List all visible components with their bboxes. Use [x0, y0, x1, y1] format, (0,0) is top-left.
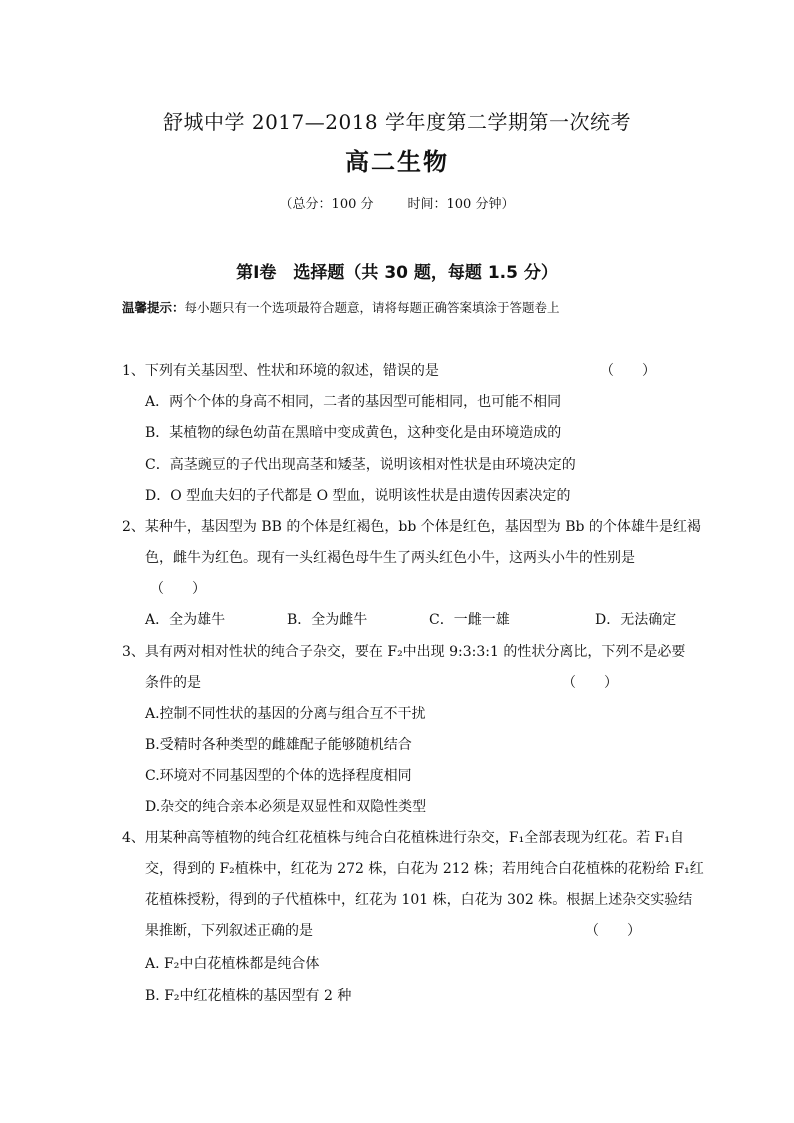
tip-label: 温馨提示：	[122, 300, 185, 315]
question-4-stem-line1: 4、用某种高等植物的纯合红花植株与纯合白花植株进行杂交，F₁全部表现为红花。若 F₁自	[122, 830, 685, 846]
exam-title: 舒城中学 2017—2018 学年度第二学期第一次统考	[162, 110, 631, 134]
question-2-stem-line1: 2、某种牛，基因型为 BB 的个体是红褐色，bb 个体是红色，基因型为 Bb 的个体雄牛是红褐	[122, 519, 701, 535]
question-1-answer-paren: （ ）	[600, 363, 656, 379]
subject-title: 高二生物	[345, 147, 449, 176]
question-4-stem-line2: 交，得到的 F₂植株中，红花为 272 株，白花为 212 株；若用纯合白花植株的花粉给 F₁红	[145, 861, 704, 877]
section-title: 第Ⅰ卷 选择题（共 30 题，每题 1.5 分）	[236, 263, 558, 283]
question-3-option-b: B.受精时各种类型的雌雄配子能够随机结合	[145, 737, 412, 753]
question-2-option-c: C．一雌一雄	[429, 612, 510, 628]
question-4-stem-line3: 花植株授粉，得到的子代植株中，红花为 101 株，白花为 302 株。根据上述杂交实验结	[145, 892, 693, 908]
tip-text: 每小题只有一个选项最符合题意，请将每题正确答案填涂于答题卷上	[184, 300, 560, 315]
question-1-option-a: A．两个个体的身高不相同，二者的基因型可能相同，也可能不相同	[145, 394, 562, 410]
question-2-stem-line2: 色，雌牛为红色。现有一头红褐色母牛生了两头红色小牛，这两头小牛的性别是	[145, 550, 635, 566]
question-3-option-a: A.控制不同性状的基因的分离与组合互不干扰	[145, 706, 426, 722]
exam-time: 时间：100 分钟）	[407, 197, 515, 212]
total-score: （总分：100 分	[279, 197, 374, 212]
tip	[122, 298, 560, 316]
question-4-stem-line4: 果推断，下列叙述正确的是	[145, 923, 313, 939]
question-1-stem: 1、下列有关基因型、性状和环境的叙述，错误的是	[122, 363, 439, 379]
question-3-stem-line1: 3、具有两对相对性状的纯合子杂交，要在 F₂中出现 9:3:3:1 的性状分离比，下列不是必要	[122, 644, 686, 660]
exam-info	[0, 193, 794, 212]
question-2-option-b: B．全为雌牛	[287, 612, 368, 628]
question-1-option-c: C．高茎豌豆的子代出现高茎和矮茎，说明该相对性状是由环境决定的	[145, 457, 576, 473]
question-1-option-b: B．某植物的绿色幼苗在黑暗中变成黄色，这种变化是由环境造成的	[145, 425, 562, 441]
question-2-option-a: A．全为雄牛	[145, 612, 226, 628]
question-4-option-b: B. F₂中红花植株的基因型有 2 种	[145, 988, 352, 1004]
question-1-option-d: D．O 型血夫妇的子代都是 O 型血，说明该性状是由遗传因素决定的	[145, 488, 571, 504]
question-3-option-d: D.杂交的纯合亲本必须是双显性和双隐性类型	[145, 799, 427, 815]
question-2-option-d: D．无法确定	[595, 612, 677, 628]
question-3-option-c: C.环境对不同基因型的个体的选择程度相同	[145, 768, 412, 784]
question-4-option-a: A. F₂中白花植株都是纯合体	[145, 956, 320, 972]
question-2-answer-paren: （ ）	[150, 581, 206, 597]
question-3-stem-line2: 条件的是	[145, 675, 201, 691]
question-4-answer-paren: （ ）	[585, 923, 641, 939]
question-3-answer-paren: （ ）	[562, 675, 618, 691]
